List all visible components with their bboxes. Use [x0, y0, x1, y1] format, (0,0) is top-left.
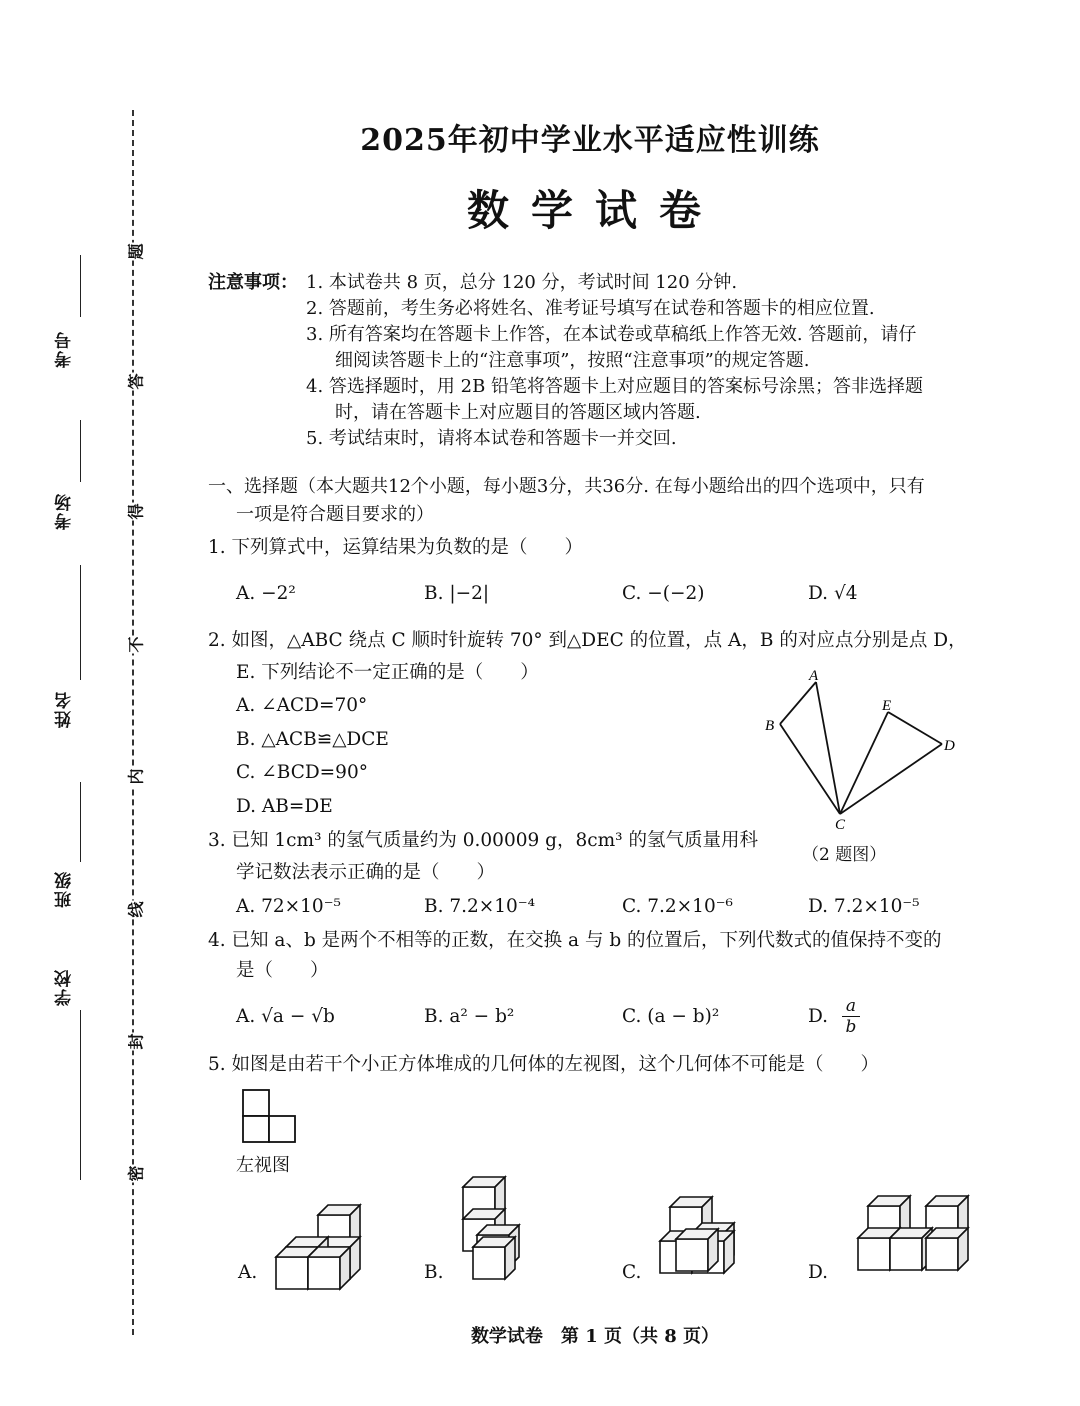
q1-option-c[interactable] [622, 583, 705, 604]
q5-option-b[interactable]: B. [424, 1262, 444, 1283]
q4-option-d-fraction [842, 996, 860, 1037]
notice-label: 注意事项： [208, 272, 298, 293]
segment-ac [816, 682, 840, 814]
q1-option-d-label: D. [808, 583, 829, 604]
notice-item-3: 3. 所有答案均在答题卡上作答，在本试卷或草稿纸上作答无效. 答题前，请仔 [306, 324, 917, 345]
notice-item-4: 4. 答选择题时，用 2B 铅笔将答题卡上对应题目的答案标号涂黑；答非选择题 [306, 376, 924, 397]
q4-option-b[interactable]: B. a² − b² [424, 1006, 515, 1027]
q4-stem-cont: 是（ ） [236, 960, 329, 981]
q2-stem-cont: E. 下列结论不一定正确的是（ ） [236, 662, 539, 683]
q5-solid-b [455, 1175, 565, 1285]
q3-option-c[interactable]: C. 7.2×10⁻⁶ [622, 896, 733, 917]
exam-number-label: 考号 [55, 330, 75, 368]
q2-option-b[interactable]: B. △ACB≌△DCE [236, 729, 389, 750]
exam-title: 2025年初中学业水平适应性训练 [360, 123, 820, 158]
q5-solid-d [852, 1190, 982, 1290]
q2-figure-caption: （2 题图） [802, 845, 887, 865]
q4-option-c[interactable]: C. (a − b)² [622, 1006, 720, 1027]
notice-item-1: 1. 本试卷共 8 页，总分 120 分，考试时间 120 分钟. [306, 272, 738, 293]
exam-room-label: 考场 [55, 492, 75, 530]
exam-number-line[interactable] [80, 255, 81, 317]
exam-room-line[interactable] [80, 420, 81, 482]
q2-option-d[interactable]: D. AB=DE [236, 796, 333, 817]
q4-stem: 4. 已知 a、b 是两个不相等的正数，在交换 a 与 b 的位置后，下列代数式的值保持不变的 [208, 930, 942, 951]
point-c-label: C [835, 817, 846, 833]
q4-option-a[interactable]: A. √a − √b [236, 1006, 335, 1027]
q2-option-c[interactable]: C. ∠BCD=90° [236, 762, 368, 783]
q4-option-d[interactable] [808, 1006, 828, 1027]
q1-option-a-label: A. [236, 583, 256, 604]
fraction-denominator: b [845, 1017, 857, 1037]
segment-ab [780, 682, 816, 724]
point-e-label: E [882, 698, 892, 714]
q1-option-b[interactable] [424, 583, 489, 604]
q5-stem: 5. 如图是由若干个小正方体堆成的几何体的左视图，这个几何体不可能是（ ） [208, 1054, 880, 1075]
q2-stem: 2. 如图，△ABC 绕点 C 顺时针旋转 70° 到△DEC 的位置，点 A，B 的对应点分别是点 D， [208, 630, 967, 651]
point-a-label: A [809, 668, 819, 684]
seal-char-feng: 封 [124, 1033, 147, 1051]
class-label: 班级 [55, 870, 75, 908]
seal-char-nei: 内 [124, 768, 147, 786]
q5-solid-c [652, 1193, 762, 1293]
school-line[interactable] [80, 1010, 81, 1180]
class-line[interactable] [80, 782, 81, 862]
subject-title: 数学试卷 [466, 186, 723, 235]
seal-char-ti: 题 [124, 243, 147, 261]
q2-option-a[interactable]: A. ∠ACD=70° [236, 695, 368, 716]
segment-dc [840, 744, 942, 814]
q2-rotation-figure [762, 668, 982, 833]
notice-item-4-cont: 时，请在答题卡上对应题目的答题区域内答题. [335, 402, 701, 423]
page-footer: 数学试卷 第 1 页（共 8 页） [470, 1326, 720, 1347]
q1-option-d-value: √4 [833, 583, 858, 604]
point-d-label: D [944, 738, 955, 754]
q5-option-d[interactable]: D. [808, 1262, 829, 1283]
q1-option-a-value: −2² [261, 583, 296, 604]
q5-option-c[interactable]: C. [622, 1262, 642, 1283]
section-heading-cont: 一项是符合题目要求的） [236, 504, 434, 525]
q1-option-a[interactable] [236, 583, 296, 604]
point-b-label: B [765, 718, 775, 734]
seal-char-de: 得 [124, 503, 147, 521]
q1-option-d[interactable] [808, 583, 858, 604]
seal-char-bu: 不 [124, 636, 147, 654]
segment-ec [840, 712, 888, 814]
section-heading: 一、选择题（本大题共12个小题，每小题3分，共36分. 在每小题给出的四个选项中，只有 [208, 476, 925, 497]
q5-option-a[interactable]: A. [238, 1262, 258, 1283]
seal-line [132, 110, 134, 1335]
fraction-numerator: a [842, 996, 860, 1017]
name-label: 姓名 [55, 690, 75, 728]
cube [308, 1247, 350, 1289]
seal-char-xian: 线 [124, 901, 147, 919]
q1-option-b-value: |−2| [449, 583, 490, 604]
notice-item-2: 2. 答题前，考生务必将姓名、准考证号填写在试卷和答题卡的相应位置. [306, 298, 875, 319]
q5-left-view [241, 1088, 301, 1148]
cube [676, 1229, 718, 1271]
cube [473, 1237, 515, 1279]
q3-option-a[interactable]: A. 72×10⁻⁵ [236, 896, 341, 917]
q1-stem: 1. 下列算式中，运算结果为负数的是（ ） [208, 537, 584, 558]
segment-ed [888, 712, 942, 744]
seal-char-da: 答 [124, 373, 147, 391]
q3-option-d[interactable]: D. 7.2×10⁻⁵ [808, 896, 920, 917]
q5-left-view-label: 左视图 [236, 1155, 290, 1176]
q1-option-c-label: C. [622, 583, 642, 604]
cube [926, 1228, 968, 1270]
q3-option-b[interactable]: B. 7.2×10⁻⁴ [424, 896, 535, 917]
q5-solid-a [266, 1185, 376, 1285]
q4-option-d-label: D. [808, 1006, 829, 1027]
school-label: 学校 [55, 968, 75, 1006]
name-line[interactable] [80, 565, 81, 680]
q3-stem: 3. 已知 1cm³ 的氢气质量约为 0.00009 g，8cm³ 的氢气质量用科 [208, 830, 758, 851]
q3-stem-cont: 学记数法表示正确的是（ ） [236, 862, 496, 883]
seal-char-mi: 密 [124, 1165, 147, 1183]
notice-item-3-cont: 细阅读答题卡上的“注意事项”，按照“注意事项”的规定答题. [335, 350, 810, 371]
notice-item-5: 5. 考试结束时，请将本试卷和答题卡一并交回. [306, 428, 677, 449]
q1-option-b-label: B. [424, 583, 444, 604]
q1-option-c-value: −(−2) [647, 583, 705, 604]
